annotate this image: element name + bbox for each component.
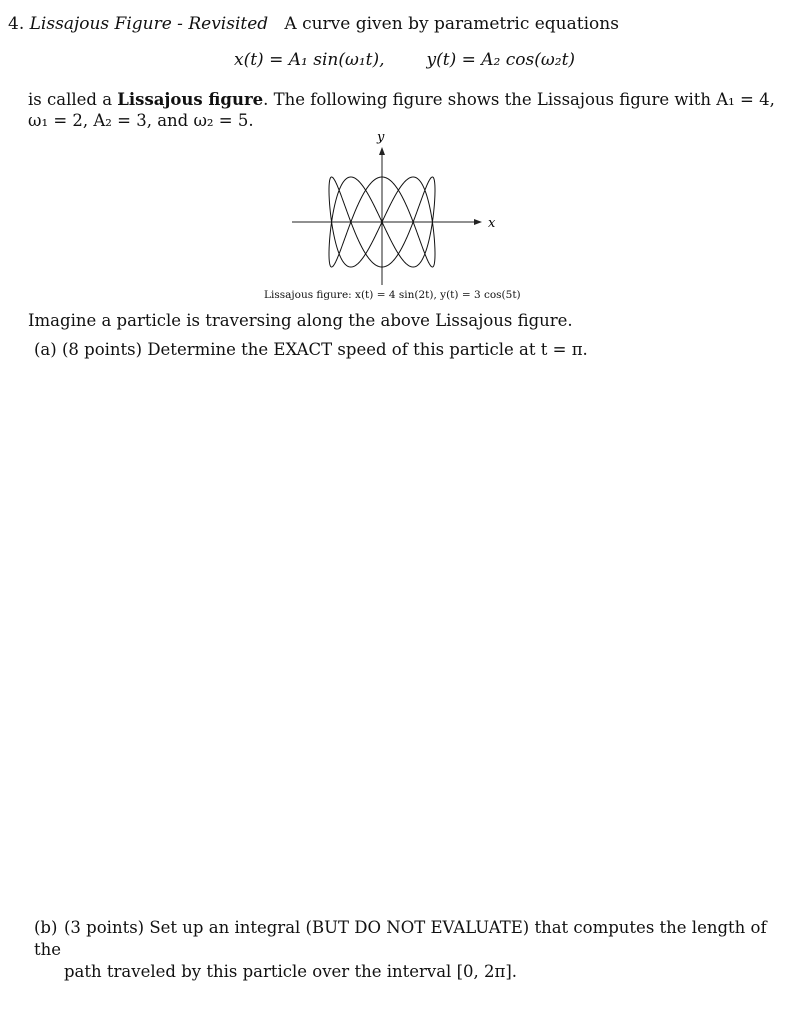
- x-axis-label: x: [488, 216, 496, 231]
- definition-term: Lissajous figure: [117, 90, 264, 109]
- particle-statement: Imagine a particle is traversing along the above Lissajous figure.: [28, 311, 573, 330]
- question-b: [34, 917, 779, 983]
- problem-intro: A curve given by parametric equations: [284, 14, 619, 34]
- y-axis-label: y: [377, 130, 385, 145]
- question-a: (a) (8 points) Determine the EXACT speed of this particle at t = π.: [34, 340, 588, 359]
- equation-y: y(t) = A₂ cos(ω₂t): [426, 50, 576, 70]
- problem-heading: [8, 14, 619, 34]
- figure-caption: Lissajous figure: x(t) = 4 sin(2t), y(t) = 3 cos(5t): [264, 289, 521, 301]
- lissajous-figure: [280, 125, 510, 290]
- definition-text-start: is called a: [28, 90, 113, 109]
- question-b-line-1: (3 points) Set up an integral (BUT DO NOT EVALUATE) that computes the length of the: [34, 918, 767, 959]
- problem-number: 4.: [8, 14, 25, 34]
- definition-text-end: . The following figure shows the Lissajous figure with A₁ = 4, ω₁ = 2, A₂ = 3, and ω₂ = 5.: [28, 90, 775, 130]
- equation-x: x(t) = A₁ sin(ω₁t),: [234, 50, 385, 70]
- parametric-equations: [234, 50, 575, 70]
- question-b-label: (b): [34, 918, 58, 937]
- question-b-line-2: path traveled by this particle over the interval [0, 2π].: [64, 962, 518, 981]
- x-axis-arrow: [474, 219, 482, 225]
- problem-title: Lissajous Figure - Revisited: [29, 14, 269, 34]
- y-axis-arrow: [379, 147, 385, 155]
